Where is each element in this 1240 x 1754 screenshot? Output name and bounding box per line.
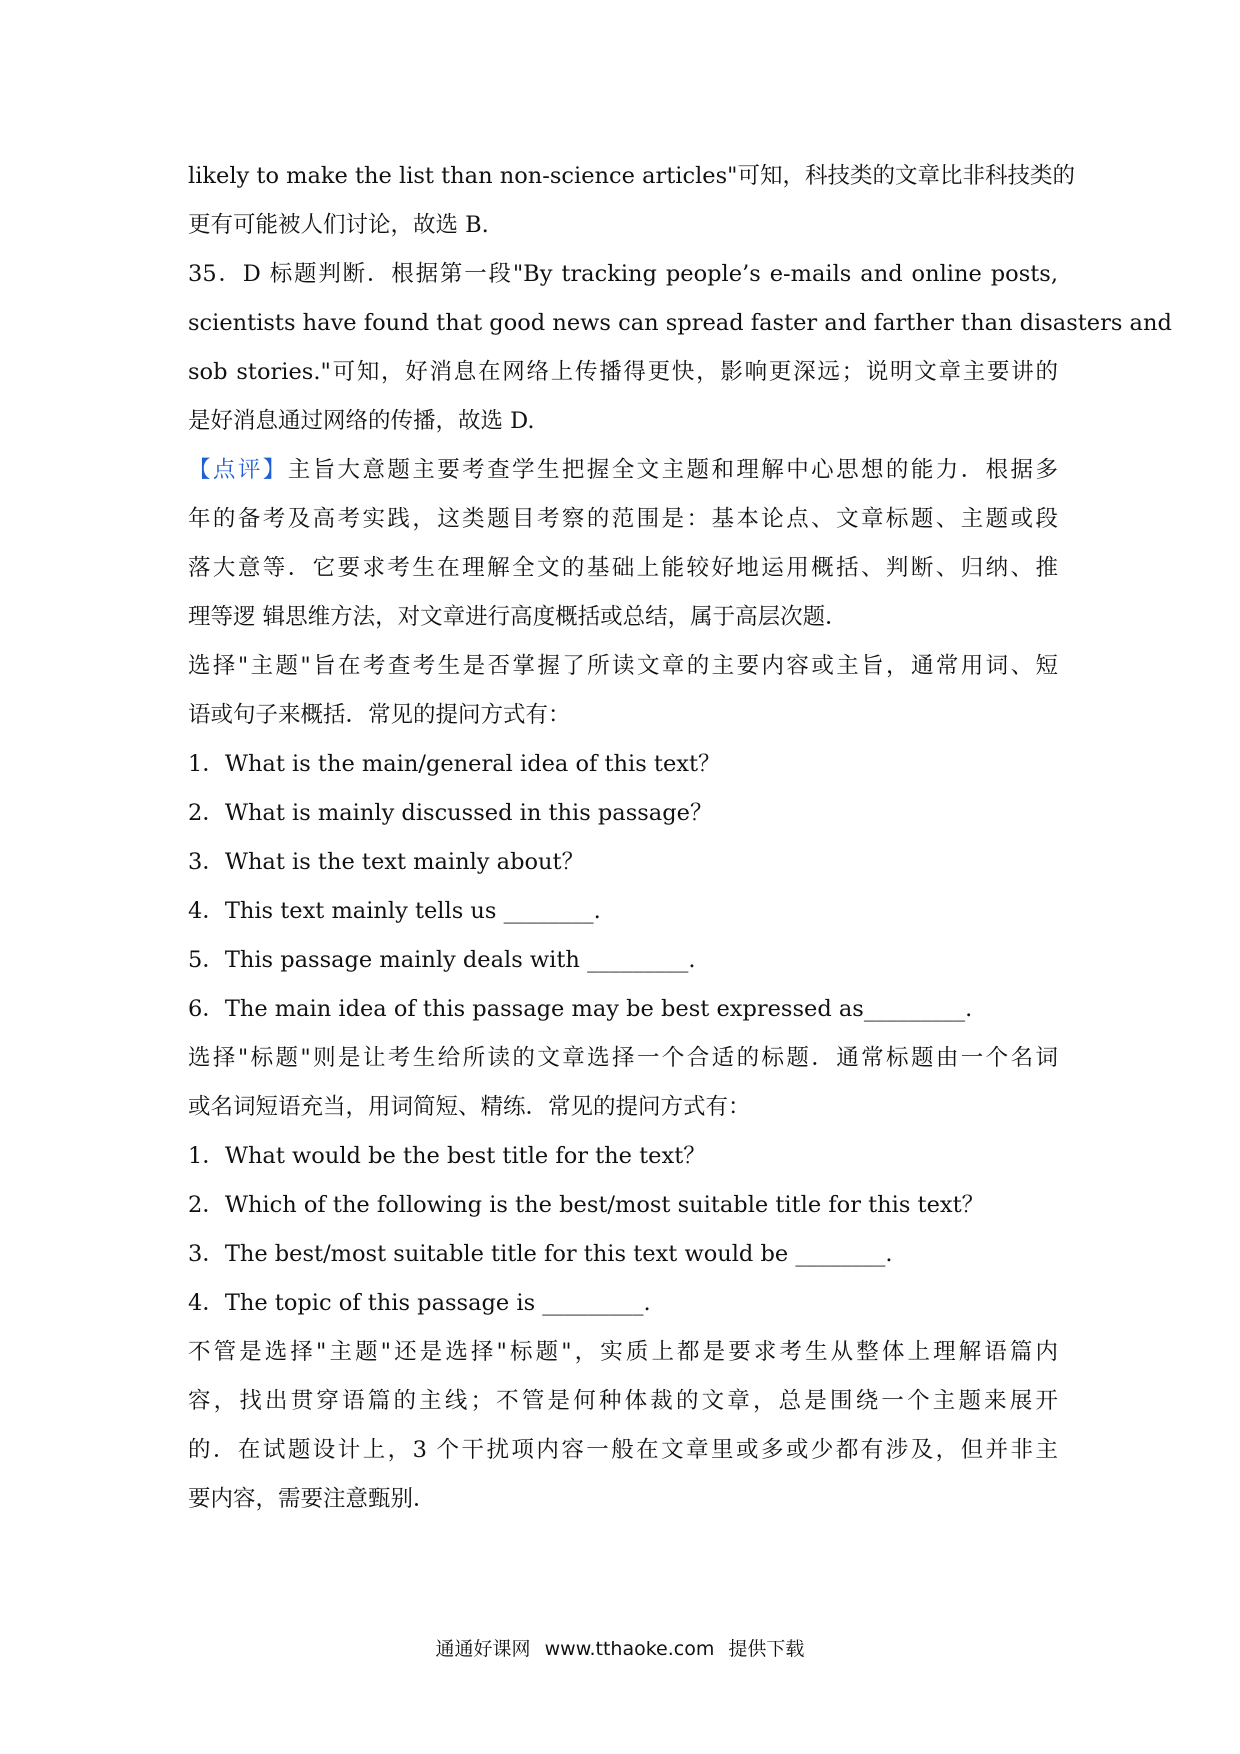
document-body: [188, 152, 1172, 1524]
comment-line-2: 年的备考及高考实践，这类题目考察的范围是：基本论点、文章标题、主题或段: [188, 506, 1058, 532]
answer-35-text-line-4: 是好消息通过网络的传播，故选 D.: [188, 408, 535, 434]
footer-url[interactable]: www.tthaoke.com: [544, 1638, 715, 1660]
title-question-2: 2．Which of the following is the best/most suitable title for this text？: [188, 1192, 985, 1218]
summary-line-2: 容，找出贯穿语篇的主线；不管是何种体裁的文章，总是围绕一个主题来展开: [188, 1388, 1058, 1414]
theme-question-2: 2．What is mainly discussed in this passage？: [188, 800, 713, 826]
answer-35-text-line-1: 35．D 标题判断．根据第一段"By tracking people’s e-mails and online posts,: [188, 261, 1058, 287]
title-question-4: 4．The topic of this passage is _________.: [188, 1290, 651, 1316]
answer-34-text-line-2: 更有可能被人们讨论，故选 B.: [188, 212, 489, 238]
theme-question-6: 6．The main idea of this passage may be best expressed as_________.: [188, 996, 973, 1022]
title-question-1: 1．What would be the best title for the text？: [188, 1143, 706, 1169]
answer-35-text-line-3: sob stories."可知，好消息在网络上传播得更快，影响更深远；说明文章主要讲的: [188, 359, 1058, 385]
theme-question-1: 1．What is the main/general idea of this text？: [188, 751, 721, 777]
comment-line-3: 落大意等．它要求考生在理解全文的基础上能较好地运用概括、判断、归纳、推: [188, 555, 1058, 581]
title-intro-line-2: 或名词短语充当，用词简短、精练．常见的提问方式有：: [188, 1094, 751, 1120]
comment-tag: 【点评】: [188, 457, 288, 483]
footer-note: 提供下载: [728, 1638, 805, 1660]
comment-line-1: [188, 446, 1058, 495]
theme-question-4: 4．This text mainly tells us ________.: [188, 898, 601, 924]
comment-line-4: 理等逻 辑思维方法，对文章进行高度概括或总结，属于高层次题．: [188, 604, 848, 630]
footer-site-name: 通通好课网: [435, 1638, 531, 1660]
answer-35-text-line-2: scientists have found that good news can spread faster and farther than disasters and: [188, 310, 1172, 336]
theme-intro-line-2: 语或句子来概括．常见的提问方式有：: [188, 702, 571, 728]
answer-34-text-line-1: likely to make the list than non-science articles"可知，科技类的文章比非科技类的: [188, 163, 1075, 189]
comment-text: 主旨大意题主要考查学生把握全文主题和理解中心思想的能力．根据多: [287, 457, 1058, 483]
page-footer: [0, 1634, 1240, 1661]
title-intro-line-1: 选择"标题"则是让考生给所读的文章选择一个合适的标题．通常标题由一个名词: [188, 1045, 1058, 1071]
summary-line-4: 要内容，需要注意甄别．: [188, 1486, 436, 1512]
title-question-3: 3．The best/most suitable title for this text would be ________.: [188, 1241, 893, 1267]
summary-line-1: 不管是选择"主题"还是选择"标题"，实质上都是要求考生从整体上理解语篇内: [188, 1339, 1058, 1365]
theme-question-5: 5．This passage mainly deals with _________.: [188, 947, 696, 973]
theme-question-3: 3．What is the text mainly about？: [188, 849, 585, 875]
theme-intro-line-1: 选择"主题"旨在考查考生是否掌握了所读文章的主要内容或主旨，通常用词、短: [188, 653, 1058, 679]
summary-line-3: 的．在试题设计上，3 个干扰项内容一般在文章里或多或少都有涉及，但并非主: [188, 1437, 1058, 1463]
